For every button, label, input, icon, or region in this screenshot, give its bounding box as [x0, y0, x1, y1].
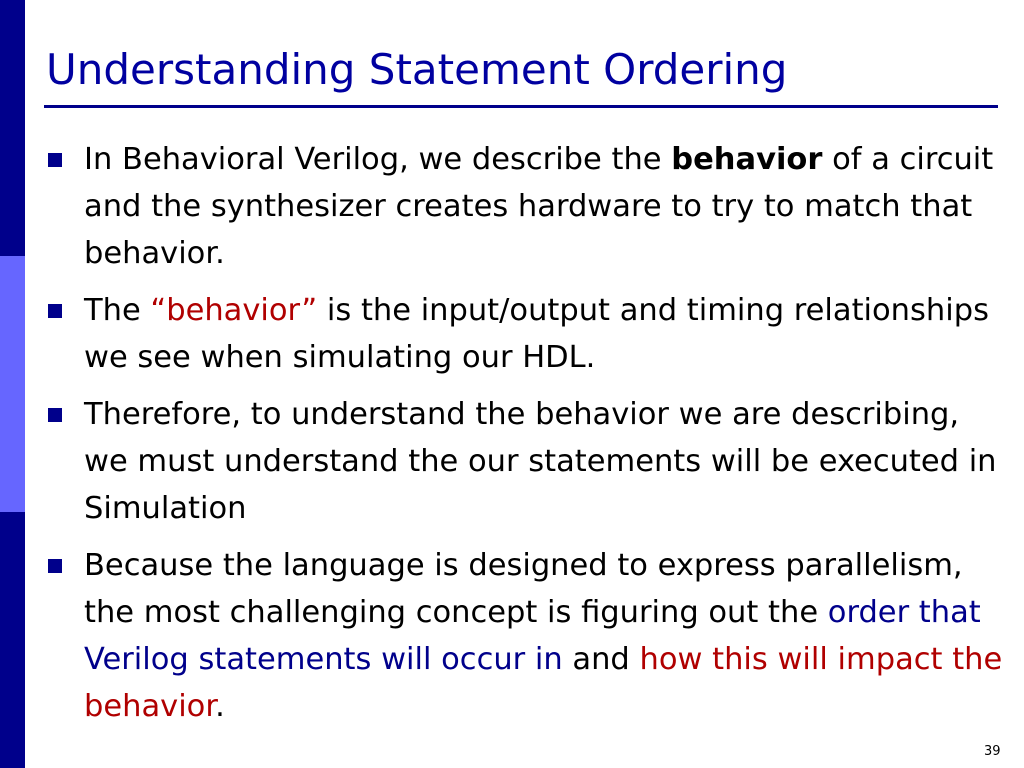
- bullet-2-text-pre: The: [84, 293, 151, 328]
- slide-title: Understanding Statement Ordering: [46, 45, 788, 94]
- bullet-3-text: Therefore, to understand the behavior we are describing, we must understand the our statements will be executed in Simulation: [84, 397, 997, 526]
- side-bar-middle: [0, 256, 25, 512]
- side-bar-top: [0, 0, 25, 256]
- bullet-4-red-phrase: how this will impact the behavior: [84, 642, 1003, 724]
- bullet-item-1: [44, 136, 1004, 277]
- bullet-4-text-post: .: [215, 689, 225, 724]
- bullet-4-blue-phrase: order that Verilog statements will occur in: [84, 595, 981, 677]
- bullet-item-3: [44, 391, 1004, 532]
- bullet-2-text-post: is the input/output and timing relationships we see when simulating our HDL.: [84, 293, 989, 375]
- side-bar-bottom: [0, 512, 25, 768]
- bullet-1-bold-term: behavior: [671, 142, 823, 177]
- square-bullet-icon: [48, 153, 62, 167]
- bullet-2-red-term: “behavior”: [150, 293, 318, 328]
- square-bullet-icon: [48, 304, 62, 318]
- bullet-1-text-post: of a circuit and the synthesizer creates hardware to try to match that behavior.: [84, 142, 994, 271]
- bullet-1-text-pre: In Behavioral Verilog, we describe the: [84, 142, 672, 177]
- title-underline: [44, 105, 998, 108]
- bullet-list: [44, 136, 1004, 740]
- bullet-item-4: [44, 542, 1004, 730]
- square-bullet-icon: [48, 408, 62, 422]
- bullet-4-text-mid: and: [562, 642, 640, 677]
- bullet-item-2: [44, 287, 1004, 381]
- bullet-4-text-pre: Because the language is designed to express parallelism, the most challenging concept is figuring out the: [84, 548, 963, 630]
- square-bullet-icon: [48, 559, 62, 573]
- page-number: 39: [984, 744, 1001, 759]
